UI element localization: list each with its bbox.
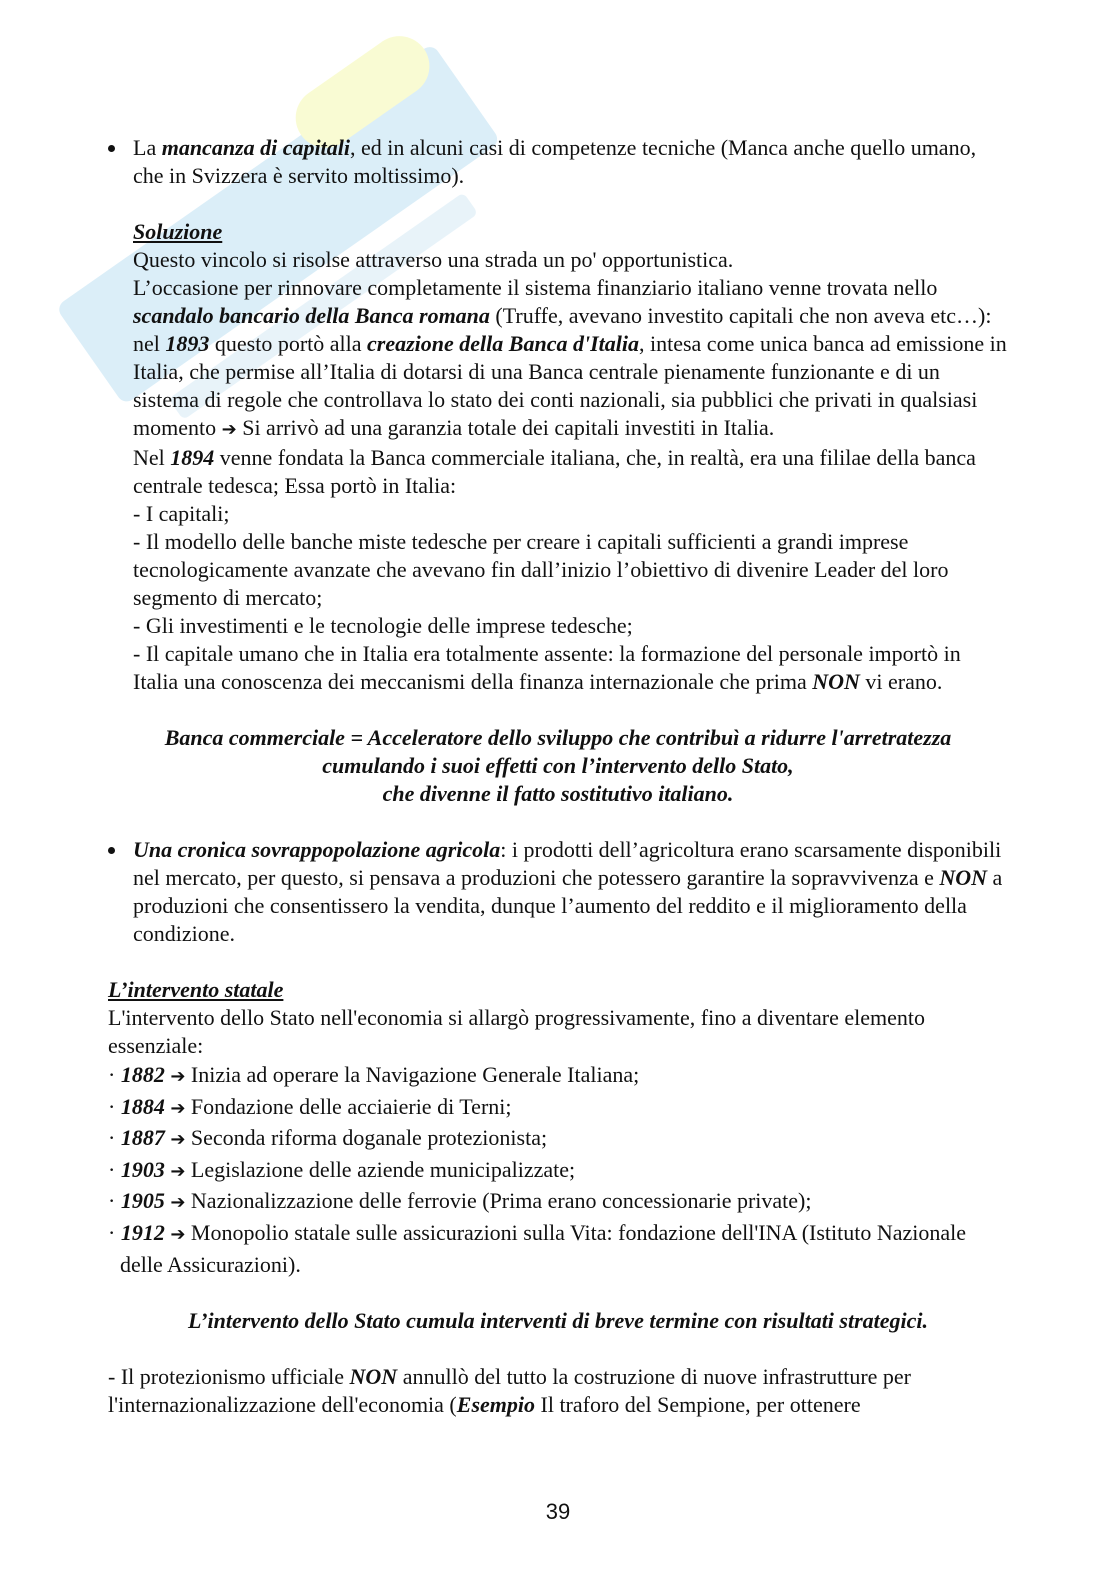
list-item: - I capitali; xyxy=(133,501,230,526)
intervento-statale-heading: L’intervento statale xyxy=(108,977,284,1002)
timeline-item: · 1887 ➔ Seconda riforma doganale protezionista; xyxy=(108,1125,548,1151)
soluzione-block xyxy=(108,218,1008,696)
arrow-right-icon: ➔ xyxy=(170,1129,186,1151)
page-content xyxy=(108,134,1008,1419)
page-number: 39 xyxy=(545,1499,571,1524)
soluzione-heading: Soluzione xyxy=(133,219,223,244)
arrow-right-icon: ➔ xyxy=(170,1160,186,1182)
intervento-statale-intro: L'intervento dello Stato nell'economia si allargò progressivamente, fino a diventare elemento essenziale: xyxy=(108,1005,925,1058)
list-item: - Il modello delle banche miste tedesche per creare i capitali sufficienti a grandi imprese tecnologicamente avanzate che avevano fin dall’inizio l’obiettivo di divenire Leader del loro segmento di mercato; xyxy=(133,529,949,610)
timeline-list xyxy=(108,1060,1008,1279)
soluzione-line-1: Questo vincolo si risolse attraverso una strada un po' opportunistica. xyxy=(133,247,734,272)
timeline-item: · 1884 ➔ Fondazione delle acciaierie di Terni; xyxy=(108,1093,512,1119)
timeline-item: · 1905 ➔ Nazionalizzazione delle ferrovie (Prima erano concessionarie private); xyxy=(108,1188,812,1214)
bullet-mancanza-capitali: La mancanza di capitali, ed in alcuni casi di competenze tecniche (Manca anche quello umano, che in Svizzera è servito moltissimo). xyxy=(108,134,1008,190)
arrow-right-icon: ➔ xyxy=(170,1223,186,1245)
arrow-right-icon: ➔ xyxy=(170,1192,186,1214)
arrow-right-icon: ➔ xyxy=(221,419,237,440)
soluzione-paragraph-banca-italia: L’occasione per rinnovare completamente il sistema finanziario italiano venne trovata nello scandalo bancario della Banca romana (Truffe, avevano investito capitali che non aveva etc…): nel 1893 questo portò alla creazione della Banca d'Italia, intesa come unica banca ad emissione in Italia, che permise all’Italia di dotarsi di una Banca centrale pienamente funzionante e di un sistema di regole che controllava lo stato dei conti nazionali, sia pubblici che privati in qualsiasi momento ➔ Si arrivò ad una garanzia totale dei capitali investiti in Italia. xyxy=(133,275,1007,440)
timeline-item: · 1912 ➔ Monopolio statale sulle assicurazioni sulla Vita: fondazione dell'INA (Istituto Nazionale delle Assicurazioni). xyxy=(108,1219,967,1277)
list-item: - Gli investimenti e le tecnologie delle imprese tedesche; xyxy=(133,613,633,638)
paragraph-protezionismo: - Il protezionismo ufficiale NON annullò del tutto la costruzione di nuove infrastrutture per l'internazionalizzazione dell'economia (Esempio Il traforo del Sempione, per ottenere xyxy=(108,1364,912,1418)
arrow-right-icon: ➔ xyxy=(170,1066,186,1087)
timeline-item: · 1903 ➔ Legislazione delle aziende municipalizzate; xyxy=(108,1156,576,1182)
timeline-item: · 1882 ➔ Inizia ad operare la Navigazione Generale Italiana; xyxy=(108,1062,640,1087)
arrow-right-icon: ➔ xyxy=(170,1097,186,1119)
highlight-banca-commerciale: Banca commerciale = Acceleratore dello sviluppo che contribuì a ridurre l'arretratezza cumulando i suoi effetti con l’intervento dello Stato, che divenne il fatto sostitutivo italiano. xyxy=(164,725,952,806)
list-item: - Il capitale umano che in Italia era totalmente assente: la formazione del personale importò in Italia una conoscenza dei meccanismi della finanza internazionale che prima NON vi erano. xyxy=(133,641,961,694)
bullet-sovrappopolazione: Una cronica sovrappopolazione agricola: i prodotti dell’agricoltura erano scarsamente disponibili nel mercato, per questo, si pensava a produzioni che potessero garantire la sopravvivenza e NON a produzioni che consentissero la vendita, dunque l’aumento del reddito e il miglioramento della condizione. xyxy=(108,836,1008,948)
soluzione-paragraph-banca-commerciale: Nel 1894 venne fondata la Banca commerciale italiana, che, in realtà, era una fililae della banca centrale tedesca; Essa portò in Italia: xyxy=(133,445,976,498)
highlight-intervento-stato: L’intervento dello Stato cumula interventi di breve termine con risultati strategici. xyxy=(187,1308,929,1334)
em-mancanza-capitali: mancanza di capitali xyxy=(161,135,350,160)
